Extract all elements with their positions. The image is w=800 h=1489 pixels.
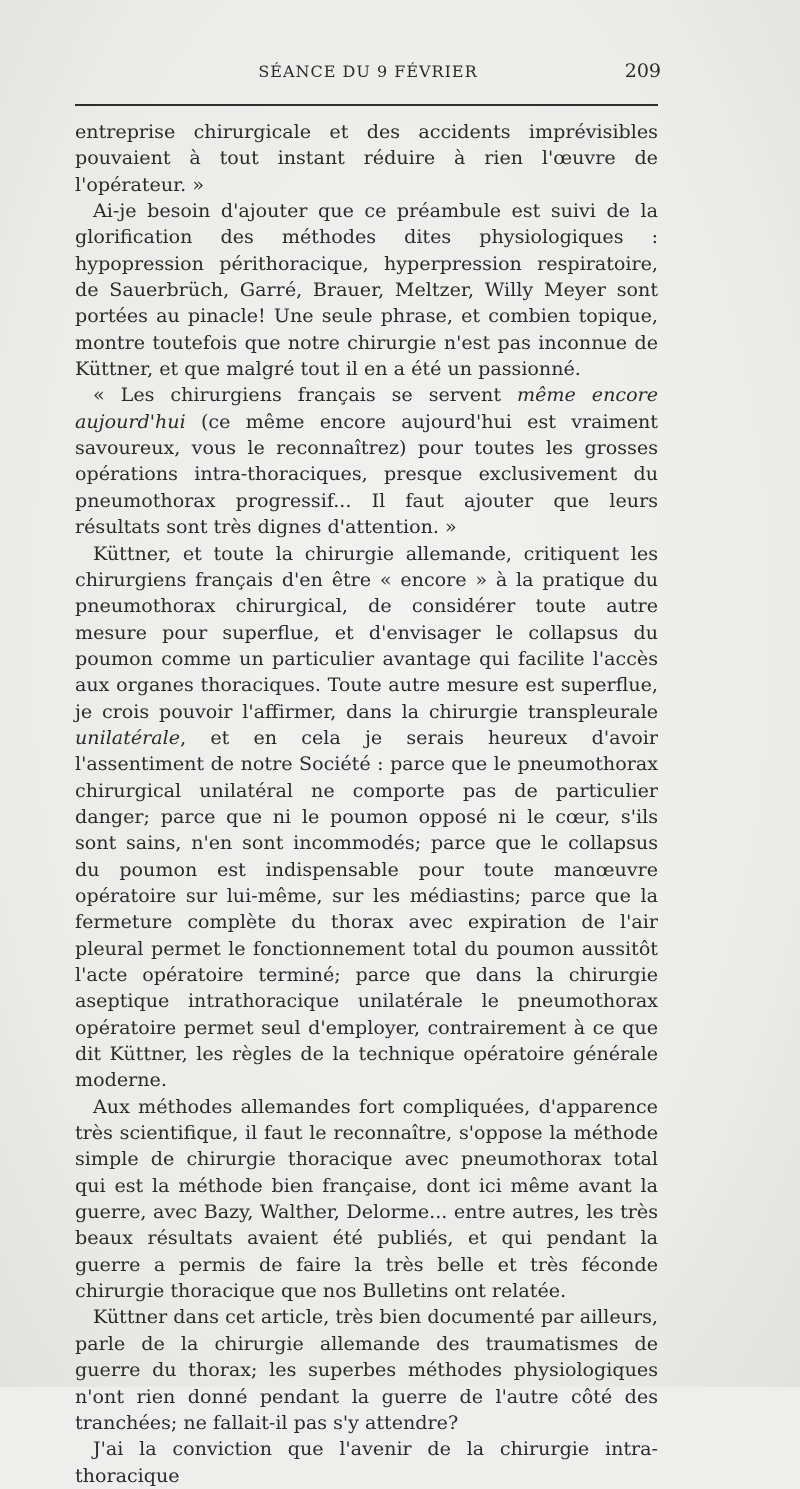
- page-header: [75, 62, 661, 86]
- paragraph-text: « Les chirurgiens français se servent: [93, 383, 517, 407]
- italic-text: même encore aujourd'hui: [75, 383, 658, 433]
- paragraph-text: Küttner, et toute la chirurgie allemande, critiquent les chirurgiens français d'en être « encore » à la pratique du pneumothorax chirurgical, de considérer toute autre mesure pour superflue, et d'envisager le collapsus du poumon comme un particulier avantage qui facilite l'accès aux organes thoraciques. Toute autre mesure est superflue, je crois pouvoir l'affirmer, dans la chirurgie transpleurale: [75, 541, 658, 723]
- paragraph: [75, 541, 658, 1094]
- paragraph-text: (ce même encore aujourd'hui est vraiment savoureux, vous le reconnaîtrez) pour toutes les grosses opérations intra-thoraciques, presque exclusivement du pneumothorax progressif... Il faut ajouter que leurs résultats sont très dignes d'attention. »: [75, 409, 658, 539]
- running-title: SÉANCE DU 9 FÉVRIER: [258, 62, 478, 81]
- body-text: [75, 119, 658, 1489]
- paragraph-continuation: entreprise chirurgicale et des accidents imprévisibles pouvaient à tout instant réduire à rien l'œuvre de l'opérateur. »: [75, 120, 658, 196]
- paragraph-text: , et en cela je serais heureux d'avoir l'assentiment de notre Société : parce que le pneumothorax chirurgical unilatéral ne comporte pas de particulier danger; parce que ni le poumon opposé ni le cœur, s'ils sont sains, n'en sont incommodés; parce que le collapsus du poumon est indispensable pour toute manœuvre opératoire sur lui-même, sur les médiastins; parce que la fermeture complète du thorax avec expiration de l'air pleural permet le fonctionnement total du poumon aussitôt l'acte opératoire terminé; parce que dans la chirurgie aseptique intrathoracique unilatérale le pneumothorax opératoire permet seul d'employer, contrairement à ce que dit Küttner, les règles de la technique opératoire générale moderne.: [75, 725, 658, 1092]
- paragraph: J'ai la conviction que l'avenir de la chirurgie intra-thoracique: [75, 1437, 658, 1487]
- italic-text: unilatérale: [75, 725, 181, 749]
- header-rule: [75, 104, 658, 106]
- paragraph: Küttner dans cet article, très bien documenté par ailleurs, parle de la chirurgie allemande des traumatismes de guerre du thorax; les superbes méthodes physiologiques n'ont rien donné pendant la guerre de l'autre côté des tranchées; ne fallait-il pas s'y attendre?: [75, 1305, 658, 1434]
- paragraph-quote: [75, 382, 658, 540]
- page-number: 209: [624, 60, 661, 82]
- paragraph: Aux méthodes allemandes fort compliquées, d'apparence très scientifique, il faut le reconnaître, s'oppose la méthode simple de chirurgie thoracique avec pneumothorax total qui est la méthode bien française, dont ici même avant la guerre, avec Bazy, Walther, Delorme... entre autres, les très beaux résultats avaient été publiés, et qui pendant la guerre a permis de faire la très belle et très féconde chirurgie thoracique que nos Bulletins ont relatée.: [75, 1094, 658, 1303]
- paragraph: Ai-je besoin d'ajouter que ce préambule est suivi de la glorification des méthodes dites physiologiques : hypopression périthoracique, hyperpression respiratoire, de Sauerbrüch, Garré, Brauer, Meltzer, Willy Meyer sont portées au pinacle! Une seule phrase, et combien topique, montre toutefois que notre chirurgie n'est pas inconnue de Küttner, et que malgré tout il en a été un passionné.: [75, 199, 658, 381]
